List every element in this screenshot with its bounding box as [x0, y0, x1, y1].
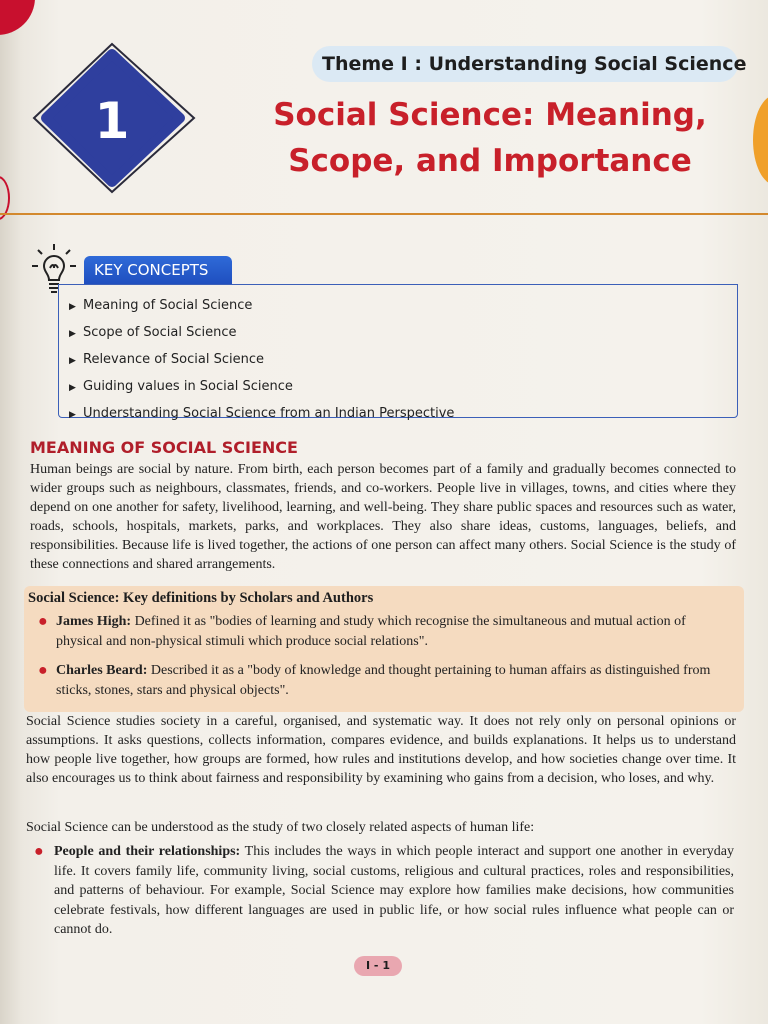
definitions-box — [24, 586, 744, 712]
list-item — [32, 842, 734, 940]
definition-author: Charles Beard: — [56, 663, 148, 678]
aspect-title: People and their relationships: — [54, 844, 241, 859]
list-item — [34, 612, 734, 652]
triangle-bullet-icon: ▶ — [69, 410, 76, 420]
paragraph-intro: Human beings are social by nature. From birth, each person becomes part of a family and gradually becomes connected to wider groups such as neighbours, classmates, friends, and co-workers. People live in villages, towns, and cities where they depend on one another for safety, livelihood, learning, and well-being. They share public spaces and resources such as water, roads, schools, hospitals, markets, parks, and workplaces. They also share ideas, customs, languages, beliefs, and responsibilities. Because life is lived together, the actions of one person can affect many others. Social Science is the study of these connections and shared arrangements. — [30, 462, 736, 572]
aspect-text: This includes the ways in which people interact and support one another in everyday life. It covers family life, community living, social customs, religious and cultural practices, roles and responsibilities, and patterns of behaviour. For example, Social Science may explore how families make decisions, how communities celebrate festivals, how different languages are used in public life, or how social rules influence what people can or cannot do. — [54, 844, 734, 937]
triangle-bullet-icon: ▶ — [69, 302, 76, 312]
list-item: ▶ Meaning of Social Science — [69, 293, 737, 320]
bullet-icon: ● — [38, 613, 48, 630]
edge-decoration — [753, 95, 768, 185]
definition-author: James High: — [56, 614, 132, 629]
bullet-icon: ● — [34, 843, 44, 860]
corner-decoration — [0, 0, 35, 35]
list-item: ▶ Guiding values in Social Science — [69, 374, 737, 401]
theme-label: Theme I : Understanding Social Science — [312, 46, 738, 82]
aspects-list — [32, 842, 734, 940]
list-item: ▶ Understanding Social Science from an Indian Perspective — [69, 401, 737, 428]
bullet-icon: ● — [38, 662, 48, 679]
definitions-list — [34, 612, 734, 710]
chapter-badge — [30, 40, 200, 200]
paragraph-aspects: Social Science can be understood as the study of two closely related aspects of human life: — [26, 820, 535, 835]
list-item: ▶ Relevance of Social Science — [69, 347, 737, 374]
key-concepts-list — [59, 285, 737, 428]
key-concepts-label: KEY CONCEPTS — [84, 256, 232, 284]
page-title — [270, 92, 710, 184]
triangle-bullet-icon: ▶ — [69, 356, 76, 366]
chapter-number: 1 — [94, 92, 130, 150]
definition-text: Described it as a "body of knowledge and thought pertaining to human affairs as distinguished from sticks, stones, stars and physical objects". — [56, 663, 711, 698]
list-item — [34, 661, 734, 701]
section-heading: MEANING OF SOCIAL SCIENCE — [30, 438, 298, 457]
key-concepts-box — [58, 284, 738, 421]
title-line-1: Social Science: Meaning, — [273, 97, 707, 133]
triangle-bullet-icon: ▶ — [69, 329, 76, 339]
header-divider — [0, 213, 768, 215]
triangle-bullet-icon: ▶ — [69, 383, 76, 393]
definitions-heading: Social Science: Key definitions by Scholars and Authors — [28, 590, 374, 606]
paragraph-study: Social Science studies society in a careful, organised, and systematic way. It does not rely only on personal opinions or assumptions. It asks questions, collects information, compares evidence, and builds explanations. It helps us to understand how people live together, how groups are formed, how rules and institutions develop, and how societies change over time. It also encourages us to think about fairness and responsibility by examining who gains from a decision, who loses, and why. — [26, 714, 736, 786]
page-number: I - 1 — [354, 956, 402, 976]
title-line-2: Scope, and Importance — [288, 143, 692, 179]
list-item: ▶ Scope of Social Science — [69, 320, 737, 347]
definition-text: Defined it as "bodies of learning and study which recognise the simultaneous and mutual action of physical and non-physical stimuli which produce social relations". — [56, 614, 686, 649]
